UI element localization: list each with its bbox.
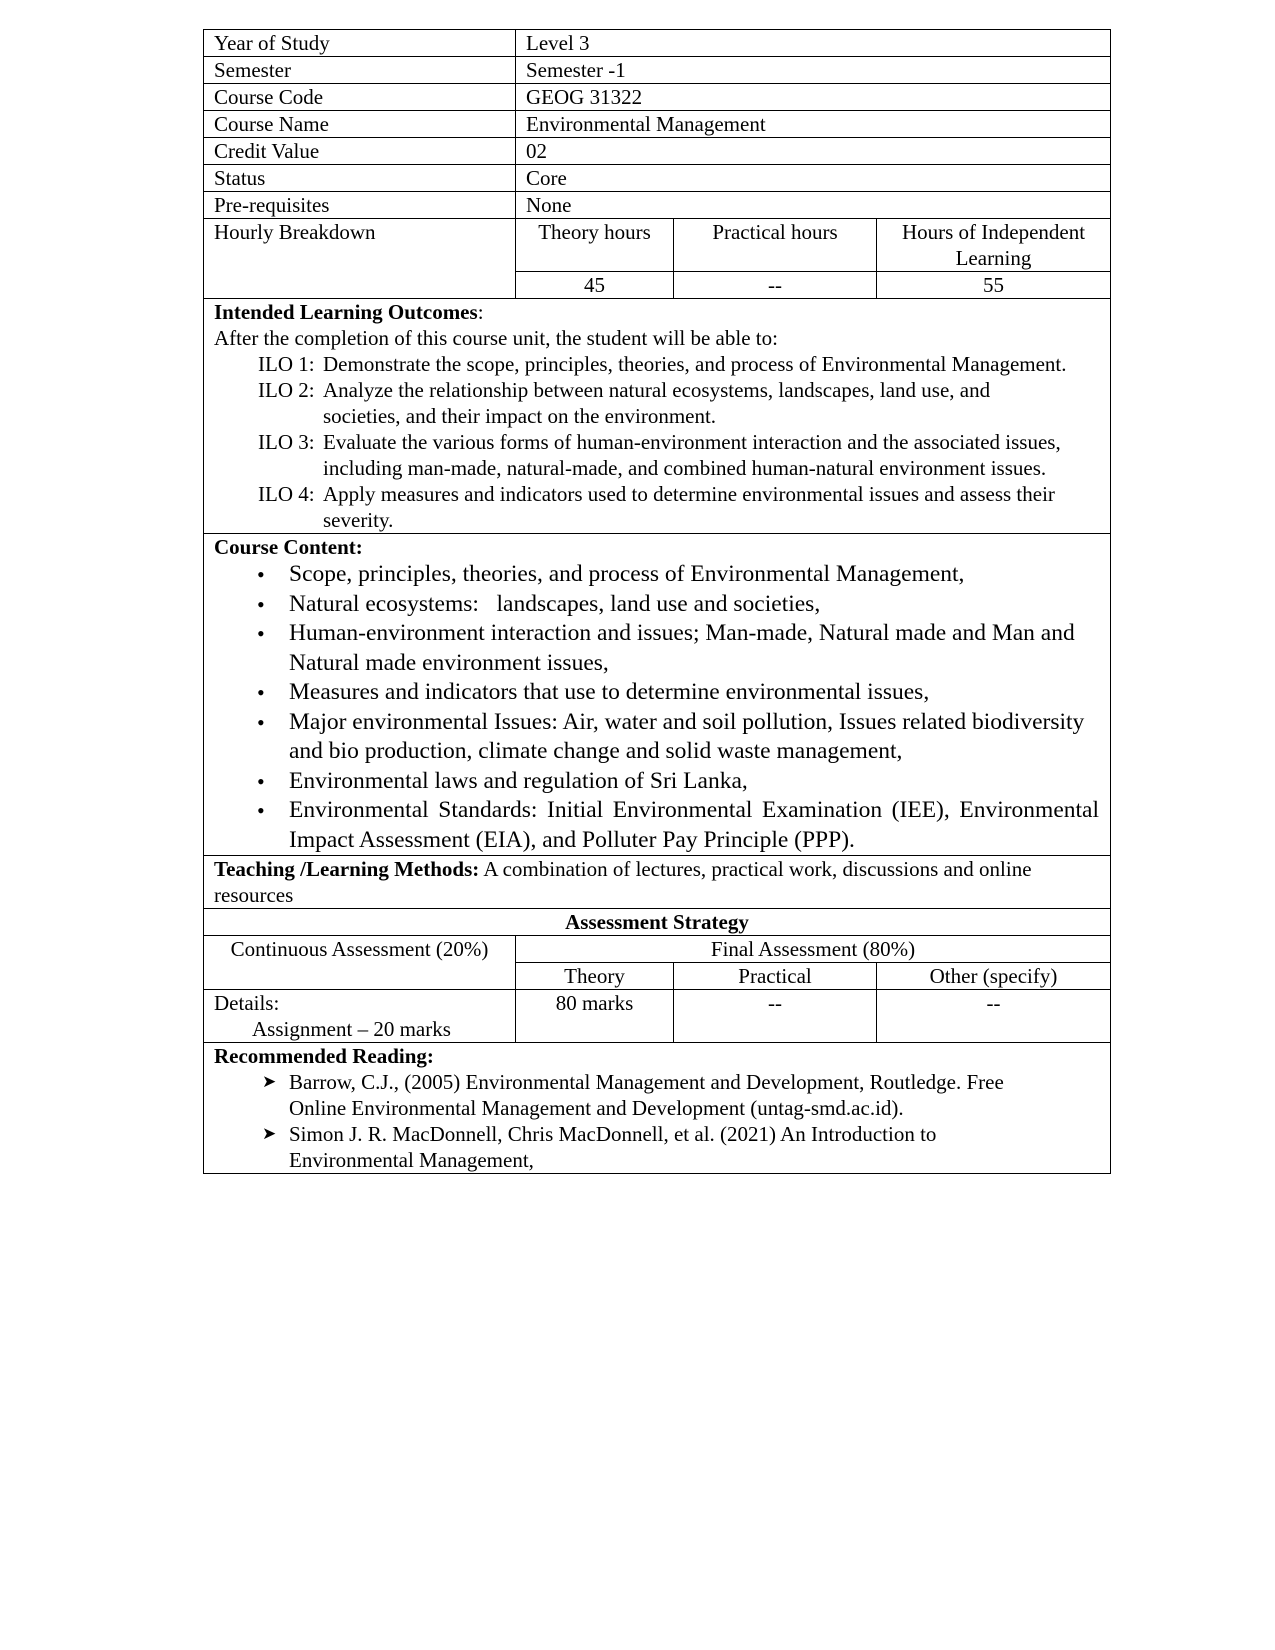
row-course-content	[204, 534, 1111, 856]
teaching-methods-cell	[204, 856, 1111, 909]
assessment-theory-value: 80 marks	[516, 990, 674, 1043]
value-status: Core	[516, 165, 1111, 192]
label-hourly-breakdown: Hourly Breakdown	[204, 219, 516, 299]
content-list-item: • Scope, principles, theories, and process of Environmental Management,	[214, 560, 1100, 590]
value-practical-hours: --	[674, 272, 877, 299]
assessment-theory-header: Theory	[516, 963, 674, 990]
row-assessment-heading	[204, 909, 1111, 936]
content-list-item: • Environmental laws and regulation of Sri Lanka,	[214, 767, 1100, 797]
row-assessment-types	[204, 936, 1111, 963]
row-recommended-reading	[204, 1043, 1111, 1174]
assessment-details-cell	[204, 990, 516, 1043]
ilo-text: Evaluate the various forms of human-environment interaction and the associated issues, including man-made, natural-made, and combined human-natural environment issues.	[323, 430, 1061, 480]
reading-list	[214, 1069, 1100, 1173]
label-course-name: Course Name	[204, 111, 516, 138]
row-assessment-details	[204, 990, 1111, 1043]
value-theory-hours: 45	[516, 272, 674, 299]
label-semester: Semester	[204, 57, 516, 84]
details-item: Assignment – 20 marks	[252, 1017, 451, 1041]
value-year-of-study: Level 3	[516, 30, 1111, 57]
row-status	[204, 165, 1111, 192]
value-semester: Semester -1	[516, 57, 1111, 84]
teaching-methods-heading: Teaching /Learning Methods:	[214, 857, 480, 881]
value-credit-value: 02	[516, 138, 1111, 165]
value-independent-hours: 55	[877, 272, 1111, 299]
arrow-bullet-icon: ➤	[262, 1124, 277, 1144]
continuous-assessment-label: Continuous Assessment (20%)	[204, 936, 516, 990]
reading-list-item	[214, 1069, 1100, 1121]
content-list-item: • Measures and indicators that use to determine environmental issues,	[214, 678, 1100, 708]
header-theory-hours: Theory hours	[516, 219, 674, 272]
learning-outcomes-heading: Intended Learning Outcomes:	[214, 300, 484, 324]
row-course-name	[204, 111, 1111, 138]
ilo-label: ILO 2:	[258, 378, 315, 402]
row-learning-outcomes	[204, 299, 1111, 534]
value-prerequisites: None	[516, 192, 1111, 219]
row-course-code	[204, 84, 1111, 111]
label-prerequisites: Pre-requisites	[204, 192, 516, 219]
recommended-reading-cell	[204, 1043, 1111, 1174]
course-content-heading: Course Content:	[214, 535, 363, 559]
ilo-label: ILO 1:	[258, 352, 315, 376]
ilo-item	[214, 429, 1100, 481]
reading-text: Barrow, C.J., (2005) Environmental Management and Development, Routledge. Free Online Environmental Management and Development (untag-smd.ac.id).	[289, 1070, 1004, 1120]
ilo-label: ILO 4:	[258, 482, 315, 506]
reading-list-item	[214, 1121, 1100, 1173]
details-label: Details:	[214, 991, 280, 1015]
ilo-label: ILO 3:	[258, 430, 315, 454]
final-assessment-label: Final Assessment (80%)	[516, 936, 1111, 963]
recommended-reading-heading: Recommended Reading:	[214, 1044, 434, 1068]
header-independent-hours: Hours of Independent Learning	[877, 219, 1111, 272]
ilo-item	[214, 351, 1100, 377]
row-semester	[204, 57, 1111, 84]
content-list-item: • Environmental Standards: Initial Environmental Examination (IEE), Environmental Impact Assessment (EIA), and Polluter Pay Principle (PPP).	[214, 796, 1100, 855]
row-hourly-headers	[204, 219, 1111, 272]
learning-outcomes-cell	[204, 299, 1111, 534]
course-spec-document	[203, 29, 1110, 1174]
ilo-item	[214, 377, 1100, 429]
content-list-item: • Natural ecosystems: landscapes, land use and societies,	[214, 590, 1100, 620]
ilo-text: Demonstrate the scope, principles, theories, and process of Environmental Management.	[323, 352, 1067, 376]
course-content-list	[214, 560, 1100, 855]
assessment-practical-header: Practical	[674, 963, 877, 990]
label-year-of-study: Year of Study	[204, 30, 516, 57]
assessment-practical-value: --	[674, 990, 877, 1043]
content-list-item: • Major environmental Issues: Air, water and soil pollution, Issues related biodiversity and bio production, climate change and solid waste management,	[214, 708, 1100, 767]
row-teaching-methods	[204, 856, 1111, 909]
row-prerequisites	[204, 192, 1111, 219]
value-course-code: GEOG 31322	[516, 84, 1111, 111]
ilo-text: Analyze the relationship between natural ecosystems, landscapes, land use, and societies, and their impact on the environment.	[323, 378, 991, 428]
label-course-code: Course Code	[204, 84, 516, 111]
ilo-item	[214, 481, 1100, 533]
teaching-methods-text: A combination of lectures, practical work, discussions and online resources	[214, 857, 1032, 907]
label-status: Status	[204, 165, 516, 192]
assessment-other-value: --	[877, 990, 1111, 1043]
row-year-of-study	[204, 30, 1111, 57]
value-course-name: Environmental Management	[516, 111, 1111, 138]
learning-outcomes-intro: After the completion of this course unit, the student will be able to:	[214, 326, 778, 350]
assessment-other-header: Other (specify)	[877, 963, 1111, 990]
assessment-strategy-heading: Assessment Strategy	[204, 909, 1111, 936]
content-list-item: • Human-environment interaction and issues; Man-made, Natural made and Man and Natural made environment issues,	[214, 619, 1100, 678]
header-practical-hours: Practical hours	[674, 219, 877, 272]
row-credit-value	[204, 138, 1111, 165]
reading-text: Simon J. R. MacDonnell, Chris MacDonnell, et al. (2021) An Introduction to Environmental Management,	[289, 1122, 937, 1172]
course-content-cell	[204, 534, 1111, 856]
ilo-text: Apply measures and indicators used to determine environmental issues and assess their severity.	[323, 482, 1055, 532]
course-spec-table	[203, 29, 1111, 1174]
label-credit-value: Credit Value	[204, 138, 516, 165]
arrow-bullet-icon: ➤	[262, 1072, 277, 1092]
